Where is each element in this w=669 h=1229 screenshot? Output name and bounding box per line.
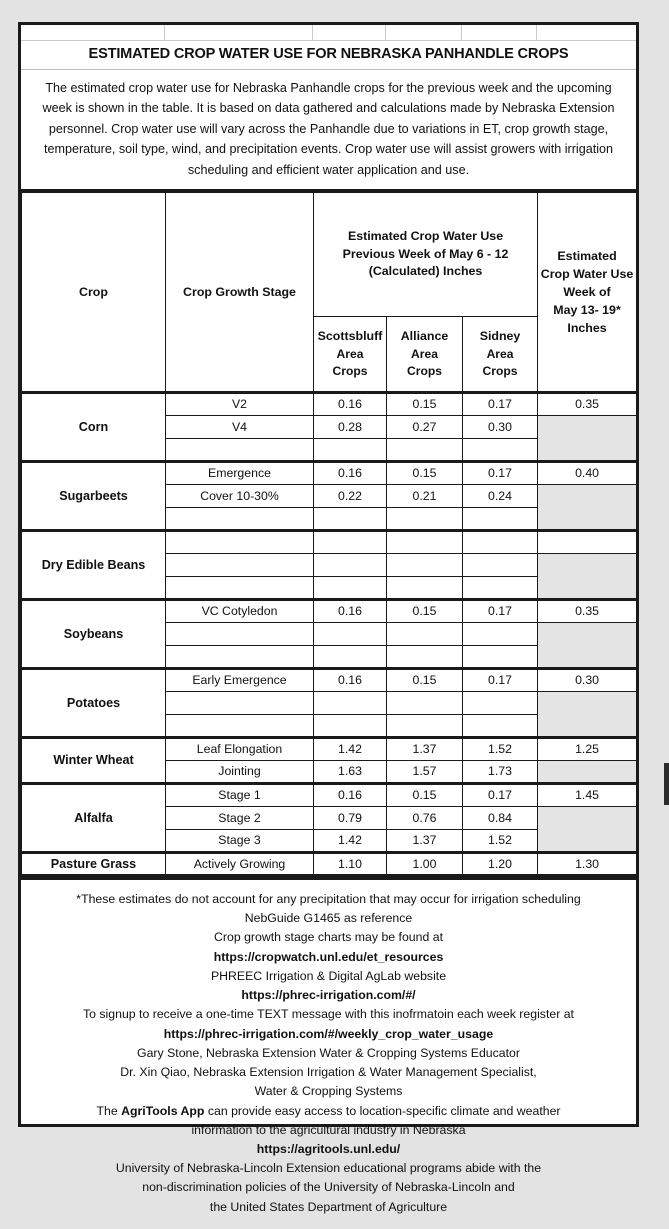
crop-growth-stage-cell: Cover 10-30% [166,484,314,507]
footer-line: PHREEC Irrigation & Digital AgLab website [210,968,447,983]
next-week-line-5: Inches [567,321,607,336]
crop-growth-stage-cell: VC Cotyledon [166,599,314,622]
value-cell-scottsbluff: 1.63 [314,760,387,783]
crop-name-cell: Potatoes [22,668,166,737]
location-name: Sidney [479,328,521,343]
next-week-line-1: Estimated [557,248,617,263]
location-name: Scottsbluff [317,328,383,343]
value-cell-sidney: 0.17 [463,783,538,806]
value-cell-scottsbluff [314,645,387,668]
footer-line: information to the agricultural industry in Nebraska [191,1122,466,1137]
next-week-shaded-cell [538,691,637,737]
value-cell-scottsbluff: 0.22 [314,484,387,507]
crop-name-cell: Pasture Grass [22,852,166,875]
value-cell-alliance [387,622,463,645]
footer-line: Gary Stone, Nebraska Extension Water & Cropping Systems Educator [137,1045,520,1060]
crop-name-cell: Alfalfa [22,783,166,852]
location-line3: Crops [407,363,442,378]
value-cell-alliance: 1.37 [387,737,463,760]
table-head [22,192,637,392]
value-cell-scottsbluff: 1.42 [314,737,387,760]
title-band [21,41,636,70]
footer-notes [21,880,636,1229]
next-week-shaded-cell [538,484,637,530]
crop-name-cell: Corn [22,392,166,461]
previous-week-line-2: Previous Week of May 6 - 12 [342,246,509,261]
location-name: Alliance [400,328,449,343]
crop-growth-stage-cell [166,438,314,461]
spacer-cell [21,25,165,40]
value-cell-sidney: 0.17 [463,392,538,415]
next-week-value-cell: 1.25 [538,737,637,760]
header-row-group [22,192,637,316]
value-cell-sidney: 1.20 [463,852,538,875]
crop-name-cell: Winter Wheat [22,737,166,783]
crop-growth-stage-cell: V2 [166,392,314,415]
table-row [22,668,637,691]
value-cell-alliance [387,691,463,714]
crop-growth-stage-cell [166,691,314,714]
crop-name-cell: Dry Edible Beans [22,530,166,599]
col-header-crop-growth-stage: Crop Growth Stage [166,192,314,392]
value-cell-scottsbluff: 0.16 [314,392,387,415]
footer-line: *These estimates do not account for any precipitation that may occur for irrigation scheduling [76,891,581,906]
value-cell-scottsbluff [314,530,387,553]
value-cell-scottsbluff: 0.28 [314,415,387,438]
table-row [22,783,637,806]
value-cell-scottsbluff [314,576,387,599]
crop-growth-stage-cell [166,714,314,737]
next-week-value-cell: 1.45 [538,783,637,806]
crop-growth-stage-cell: Jointing [166,760,314,783]
value-cell-alliance [387,530,463,553]
crop-growth-stage-cell [166,645,314,668]
value-cell-scottsbluff [314,622,387,645]
previous-week-line-3: (Calculated) Inches [368,264,483,279]
location-line3: Crops [482,363,518,378]
value-cell-scottsbluff: 1.42 [314,829,387,852]
next-week-value-cell: 0.35 [538,599,637,622]
location-line3: Crops [332,363,368,378]
spacer-cell [313,25,386,40]
value-cell-sidney: 0.17 [463,668,538,691]
value-cell-scottsbluff: 0.79 [314,806,387,829]
value-cell-alliance: 0.21 [387,484,463,507]
crop-growth-stage-cell: Stage 2 [166,806,314,829]
crop-growth-stage-cell [166,622,314,645]
top-spacer-row [21,25,636,41]
value-cell-sidney [463,576,538,599]
table-row [22,392,637,415]
table-row [22,461,637,484]
crop-growth-stage-cell: Early Emergence [166,668,314,691]
value-cell-alliance [387,714,463,737]
footer-line: Dr. Xin Qiao, Nebraska Extension Irrigation & Water Management Specialist, [120,1065,537,1080]
table-body [22,392,637,875]
previous-week-line-1: Estimated Crop Water Use [347,229,504,244]
next-week-shaded-cell [538,622,637,668]
value-cell-alliance: 1.00 [387,852,463,875]
value-cell-sidney: 0.17 [463,599,538,622]
crop-name-cell: Soybeans [22,599,166,668]
value-cell-sidney [463,645,538,668]
value-cell-scottsbluff: 0.16 [314,783,387,806]
table-row [22,852,637,875]
footer-emphasis: AgriTools App [121,1103,205,1118]
table-row [22,737,637,760]
next-week-value-cell: 0.35 [538,392,637,415]
value-cell-alliance: 0.15 [387,461,463,484]
value-cell-alliance [387,507,463,530]
spacer-cell [537,25,636,40]
footer-url[interactable]: https://phrec-irrigation.com/#/ [241,988,416,1003]
footer-line: NebGuide G1465 as reference [244,911,413,926]
value-cell-scottsbluff [314,507,387,530]
spacer-cell [165,25,313,40]
next-week-line-3: Week of [563,284,611,299]
intro-paragraph: The estimated crop water use for Nebraska Panhandle crops for the previous week and the upcoming week is shown in the table. It is based on data gathered and calculations made by Nebraska Extension personnel. Crop water use will vary across the Panhandle due to variations in ET, crop growth stage, temperature, soil type, wind, and precipitation events. Crop water use will assist growers with irrigation scheduling and efficient water application and use. [21,70,636,192]
crop-growth-stage-cell: Stage 1 [166,783,314,806]
table-row [22,599,637,622]
spacer-cell [462,25,537,40]
value-cell-sidney: 0.17 [463,461,538,484]
next-week-shaded-cell [538,415,637,461]
footer-line: non-discrimination policies of the University of Nebraska-Lincoln and [142,1180,515,1195]
page-title: ESTIMATED CROP WATER USE FOR NEBRASKA PANHANDLE CROPS [88,45,569,62]
col-header-location-sidney [463,316,538,392]
col-header-location-scottsbluff [314,316,387,392]
value-cell-alliance: 0.27 [387,415,463,438]
location-line2: Area [411,346,438,361]
value-cell-scottsbluff [314,714,387,737]
page-edge-artifact [664,763,669,805]
col-header-previous-week-group [314,192,538,316]
value-cell-alliance [387,645,463,668]
value-cell-alliance [387,576,463,599]
value-cell-alliance: 0.15 [387,392,463,415]
next-week-line-2: Crop Water Use [540,266,634,281]
value-cell-sidney: 0.30 [463,415,538,438]
col-header-next-week-group [538,192,637,392]
next-week-value-cell: 1.30 [538,852,637,875]
next-week-line-4: May 13- 19* [553,303,621,317]
value-cell-sidney [463,553,538,576]
value-cell-alliance: 1.37 [387,829,463,852]
value-cell-sidney: 1.73 [463,760,538,783]
next-week-value-cell: 0.40 [538,461,637,484]
footer-url[interactable]: https://cropwatch.unl.edu/et_resources [213,949,444,964]
crop-growth-stage-cell: V4 [166,415,314,438]
value-cell-alliance: 0.15 [387,668,463,691]
next-week-shaded-cell [538,553,637,599]
crop-growth-stage-cell: Actively Growing [166,852,314,875]
crop-growth-stage-cell: Emergence [166,461,314,484]
next-week-value-cell [538,530,637,553]
crop-name-cell: Sugarbeets [22,461,166,530]
value-cell-alliance [387,438,463,461]
value-cell-scottsbluff: 0.16 [314,599,387,622]
value-cell-scottsbluff: 0.16 [314,668,387,691]
value-cell-alliance: 0.15 [387,783,463,806]
value-cell-sidney [463,438,538,461]
crop-growth-stage-cell: Stage 3 [166,829,314,852]
crop-growth-stage-cell [166,530,314,553]
value-cell-scottsbluff [314,691,387,714]
value-cell-scottsbluff: 1.10 [314,852,387,875]
value-cell-sidney [463,714,538,737]
value-cell-alliance [387,553,463,576]
crop-growth-stage-cell: Leaf Elongation [166,737,314,760]
value-cell-sidney [463,622,538,645]
col-header-crop: Crop [22,192,166,392]
value-cell-alliance: 0.76 [387,806,463,829]
footer-line: Crop growth stage charts may be found at [214,930,443,945]
value-cell-sidney [463,507,538,530]
crop-growth-stage-cell [166,507,314,530]
value-cell-sidney: 1.52 [463,737,538,760]
footer-line: The AgriTools App can provide easy access to location-specific climate and weather [96,1103,561,1118]
value-cell-sidney: 0.84 [463,806,538,829]
footer-line: University of Nebraska-Lincoln Extension educational programs abide with the [115,1161,542,1176]
value-cell-sidney: 0.24 [463,484,538,507]
location-line2: Area [336,346,364,361]
value-cell-scottsbluff [314,553,387,576]
footer-line: To signup to receive a one-time TEXT message with this inofrmatoin each week register at [83,1007,574,1022]
value-cell-sidney: 1.52 [463,829,538,852]
value-cell-scottsbluff: 0.16 [314,461,387,484]
spacer-cell [386,25,462,40]
value-cell-alliance: 1.57 [387,760,463,783]
table-row [22,530,637,553]
crop-water-use-table [21,192,637,877]
crop-water-use-table-wrap [21,192,636,880]
footer-line: the United States Department of Agriculture [209,1199,448,1214]
next-week-shaded-cell [538,760,637,783]
location-line2: Area [486,346,514,361]
crop-growth-stage-cell [166,576,314,599]
crop-growth-stage-cell [166,553,314,576]
next-week-shaded-cell [538,806,637,852]
footer-line: Water & Cropping Systems [254,1084,403,1099]
value-cell-alliance: 0.15 [387,599,463,622]
value-cell-sidney [463,691,538,714]
footer-url[interactable]: https://phrec-irrigation.com/#/weekly_crop_water_usage [163,1026,494,1041]
document-card [18,22,639,1214]
col-header-location-alliance [387,316,463,392]
value-cell-scottsbluff [314,438,387,461]
value-cell-sidney [463,530,538,553]
footer-url[interactable]: https://agritools.unl.edu/ [256,1142,401,1156]
next-week-value-cell: 0.30 [538,668,637,691]
